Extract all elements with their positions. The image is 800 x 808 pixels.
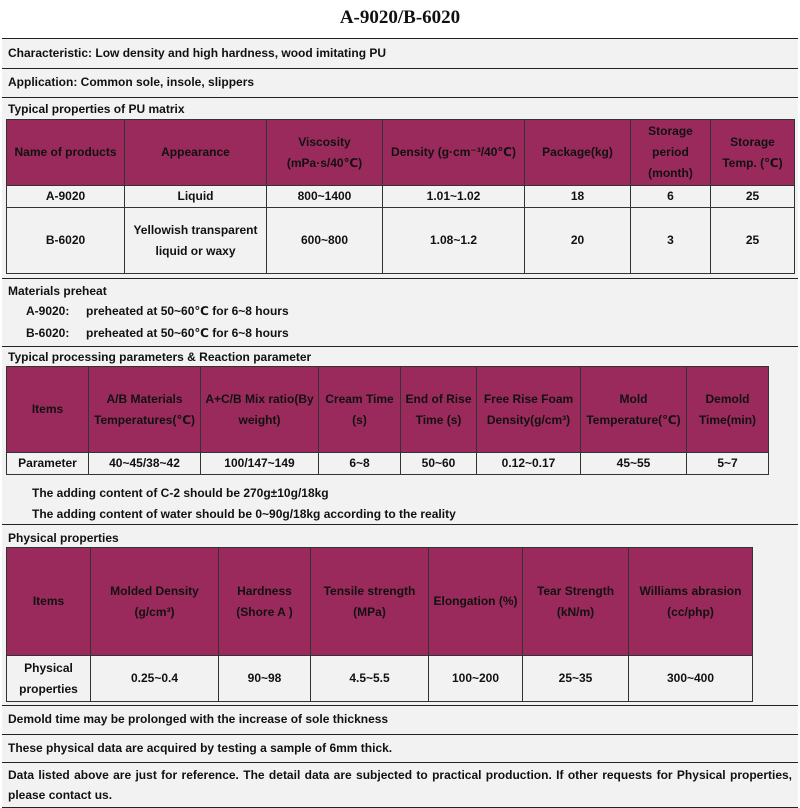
table-cell: 300~400: [629, 656, 753, 702]
table-cell: 90~98: [219, 656, 311, 702]
application-band: [2, 68, 798, 97]
table-cell: 25: [711, 186, 795, 208]
table-row: [7, 208, 795, 274]
header-cell: Items: [7, 367, 89, 453]
characteristic-band: [2, 38, 798, 68]
physical-table: [6, 547, 753, 702]
header-cell: Free Rise Foam Density(g/cm³): [477, 367, 581, 453]
header-cell: Storage period (month): [631, 120, 711, 186]
table-cell: 20: [525, 208, 631, 274]
header-cell: Storage Temp. (℃): [711, 120, 795, 186]
processing-table: [6, 366, 769, 475]
table-row: [7, 186, 795, 208]
preheat-text: preheated at 50~60℃ for 6~8 hours: [86, 326, 289, 340]
characteristic-text: Characteristic: Low density and high hardness, wood imitating PU: [8, 46, 387, 60]
physical-header-row: [7, 548, 753, 656]
header-cell: Williams abrasion (cc/php): [629, 548, 753, 656]
table-cell: 40~45/38~42: [89, 453, 201, 475]
header-cell: Appearance: [125, 120, 267, 186]
header-cell: Elongation (%): [429, 548, 523, 656]
processing-note: The adding content of water should be 0~90g/18kg according to the reality: [32, 507, 456, 521]
preheat-label: A-9020:: [26, 304, 70, 318]
disclaimer-text: Data listed above are just for reference. The detail data are subjected to practical production. If other requests for Physical properties, please contact us.: [8, 768, 792, 802]
pu-matrix-header-row: [7, 120, 795, 186]
table-cell: 50~60: [401, 453, 477, 475]
table-cell: 6: [631, 186, 711, 208]
table-cell: 25: [711, 208, 795, 274]
sample-note: These physical data are acquired by testing a sample of 6mm thick.: [8, 741, 393, 755]
preheat-label: B-6020:: [26, 326, 70, 340]
table-cell: 25~35: [523, 656, 629, 702]
table-row: [7, 656, 753, 702]
processing-heading: Typical processing parameters & Reaction parameter: [8, 350, 312, 364]
header-cell: Tensile strength (MPa): [311, 548, 429, 656]
table-cell: 3: [631, 208, 711, 274]
application-text: Application: Common sole, insole, slippers: [8, 75, 255, 89]
header-cell: Viscosity (mPa·s/40℃): [267, 120, 383, 186]
preheat-text: preheated at 50~60℃ for 6~8 hours: [86, 304, 289, 318]
table-cell: 1.08~1.2: [383, 208, 525, 274]
table-cell: 600~800: [267, 208, 383, 274]
table-cell: B-6020: [7, 208, 125, 274]
header-cell: Demold Time(min): [687, 367, 769, 453]
pu-matrix-heading: Typical properties of PU matrix: [8, 102, 185, 116]
table-cell: 100/147~149: [201, 453, 319, 475]
header-cell: Molded Density (g/cm³): [91, 548, 219, 656]
header-cell: A+C/B Mix ratio(By weight): [201, 367, 319, 453]
table-cell: 5~7: [687, 453, 769, 475]
table-row: [7, 453, 769, 475]
header-cell: Cream Time (s): [319, 367, 401, 453]
table-cell: 6~8: [319, 453, 401, 475]
table-cell: Liquid: [125, 186, 267, 208]
table-cell: A-9020: [7, 186, 125, 208]
header-cell: Density (g·cm⁻³/40℃): [383, 120, 525, 186]
header-cell: A/B Materials Temperatures(℃): [89, 367, 201, 453]
table-cell: 100~200: [429, 656, 523, 702]
preheat-heading: Materials preheat: [8, 284, 107, 298]
table-cell: Physical properties: [7, 656, 91, 702]
table-cell: 0.25~0.4: [91, 656, 219, 702]
document-title: A-9020/B-6020: [339, 7, 461, 28]
table-cell: 800~1400: [267, 186, 383, 208]
table-cell: 4.5~5.5: [311, 656, 429, 702]
table-cell: 45~55: [581, 453, 687, 475]
table-cell: Yellowish transparent liquid or waxy: [125, 208, 267, 274]
processing-header-row: [7, 367, 769, 453]
demold-note-band: [2, 705, 798, 734]
header-cell: Package(kg): [525, 120, 631, 186]
table-cell: 1.01~1.02: [383, 186, 525, 208]
header-cell: Name of products: [7, 120, 125, 186]
table-cell: Parameter: [7, 453, 89, 475]
demold-note: Demold time may be prolonged with the increase of sole thickness: [8, 712, 389, 726]
table-cell: 18: [525, 186, 631, 208]
header-cell: Tear Strength (kN/m): [523, 548, 629, 656]
header-cell: Mold Temperature(℃): [581, 367, 687, 453]
table-cell: 0.12~0.17: [477, 453, 581, 475]
processing-note: The adding content of C-2 should be 270g±10g/18kg: [32, 486, 329, 500]
physical-heading: Physical properties: [8, 531, 119, 545]
header-cell: End of Rise Time (s): [401, 367, 477, 453]
pu-matrix-table: [6, 119, 795, 274]
sample-note-band: [2, 734, 798, 762]
header-cell: Hardness (Shore A ): [219, 548, 311, 656]
header-cell: Items: [7, 548, 91, 656]
